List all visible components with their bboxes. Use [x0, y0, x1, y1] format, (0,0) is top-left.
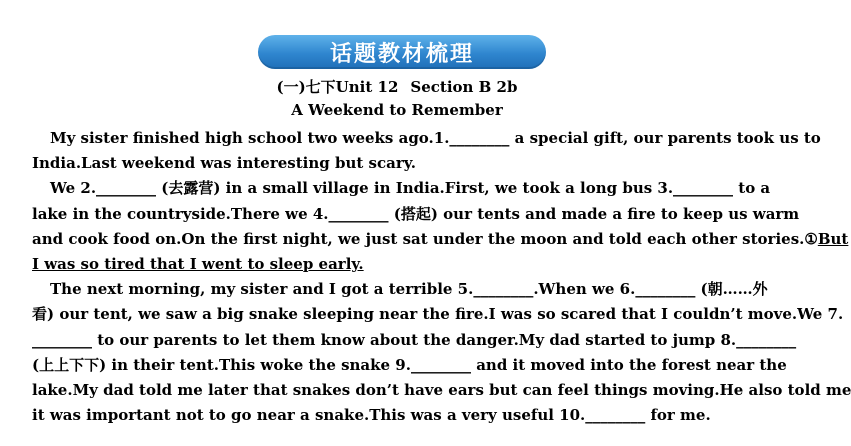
underlined-sentence: I was so tired that I went to sleep early. — [32, 254, 364, 273]
section-label: Section B 2b — [410, 78, 518, 96]
passage-line: lake in the countryside.There we 4.________ (搭起) our tents and made a fire to keep us warm — [32, 204, 800, 223]
passage-line: 看) our tent, we saw a big snake sleeping near the fire.I was so scared that I couldn’t move.We 7. — [32, 305, 844, 324]
passage-line: it was important not to go near a snake.This was a very useful 10.________ for me. — [32, 406, 711, 425]
passage-title: A Weekend to Remember — [291, 101, 503, 119]
passage-body — [32, 126, 851, 428]
passage-line: ________ to our parents to let them know about the danger.My dad started to jump 8.________ — [32, 330, 797, 349]
passage-line: India.Last weekend was interesting but scary. — [32, 154, 416, 173]
passage-text: and cook food on.On the first night, we just sat under the moon and told each other stories.① — [32, 229, 818, 248]
passage-line: We 2.________ (去露营) in a small village in India.First, we took a long bus 3.________ to a — [50, 179, 771, 198]
unit-label: (一)七下Unit 12 — [276, 78, 399, 96]
unit-subtitle — [0, 76, 794, 97]
passage-line: The next morning, my sister and I got a terrible 5.________.When we 6.________ (朝……外 — [50, 280, 768, 299]
banner-title: 话题教材梳理 — [329, 41, 474, 67]
passage-line: (上上下下) in their tent.This woke the snake 9.________ and it moved into the forest near the — [32, 355, 787, 374]
passage-line: lake.My dad told me later that snakes don’t have ears but can feel things moving.He also told me — [32, 380, 851, 399]
underlined-sentence: But — [817, 229, 849, 248]
section-banner — [258, 35, 546, 69]
passage-line — [32, 227, 849, 252]
passage-line: My sister finished high school two weeks ago.1.________ a special gift, our parents took us to — [50, 129, 821, 147]
